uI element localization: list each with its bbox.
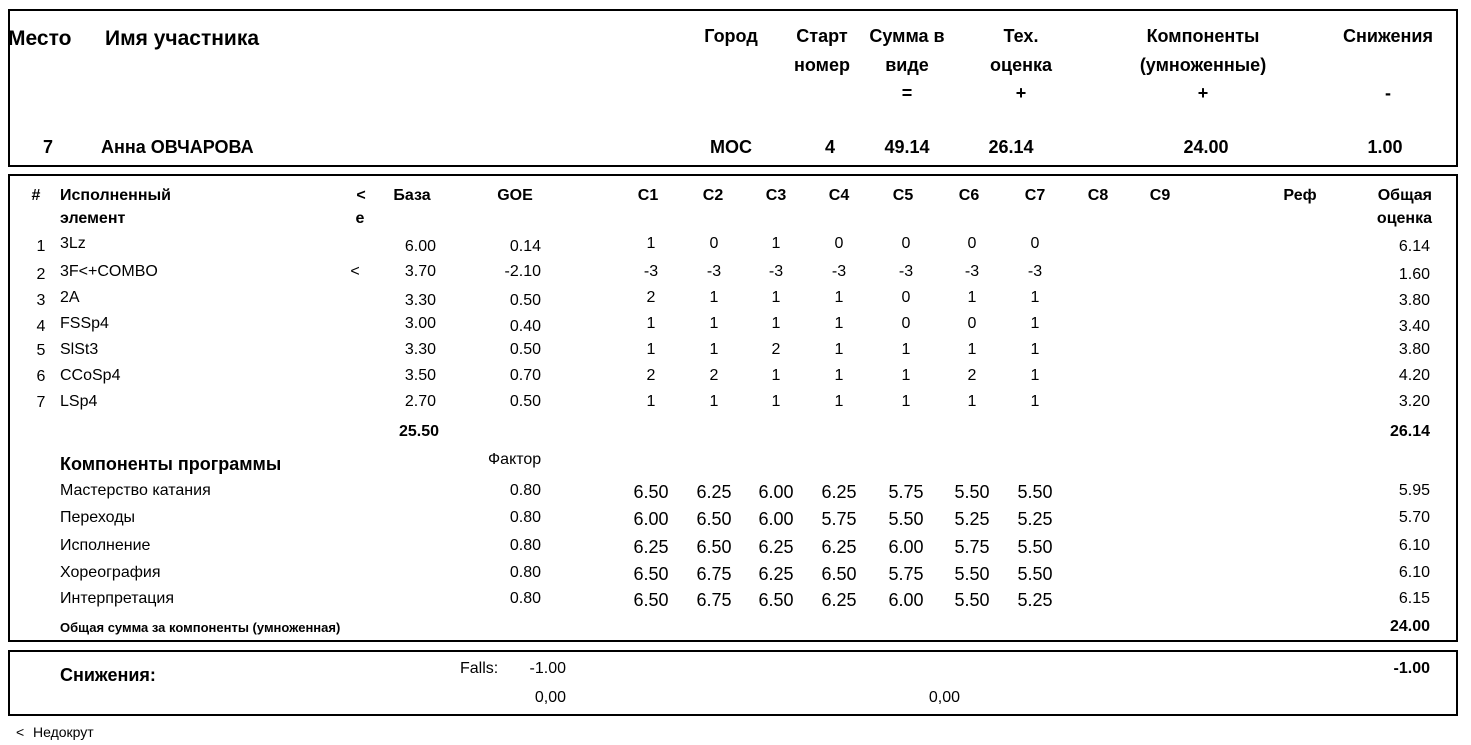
component-judge-c2: 6.75 bbox=[696, 564, 732, 584]
deductions-value: 1.00 bbox=[1367, 137, 1403, 157]
deductions-box bbox=[8, 650, 1458, 716]
row-judge-c3: -3 bbox=[768, 263, 784, 280]
row-judge-c7: 1 bbox=[1030, 315, 1040, 332]
row-judge-c4: 0 bbox=[834, 235, 844, 252]
name-header: Имя участника bbox=[105, 27, 260, 50]
row-judge-c5: -3 bbox=[898, 263, 914, 280]
judge-header-c6: C6 bbox=[958, 187, 980, 204]
row-judge-c6: 1 bbox=[967, 341, 977, 358]
row-base: 3.30 bbox=[404, 292, 436, 309]
tech-header-1: Тех. bbox=[1003, 26, 1039, 46]
row-judge-c7: 0 bbox=[1030, 235, 1040, 252]
city-header: Город bbox=[704, 26, 758, 46]
footnote-text: Недокрут bbox=[33, 724, 94, 740]
component-judge-c5: 5.50 bbox=[888, 509, 924, 529]
sum-value: 49.14 bbox=[884, 137, 930, 157]
row-num: 2 bbox=[36, 266, 46, 283]
row-goe: 0.50 bbox=[509, 393, 541, 410]
tech-sign: + bbox=[1015, 83, 1027, 103]
component-judge-c6: 5.50 bbox=[954, 590, 990, 610]
start-value: 4 bbox=[824, 137, 836, 157]
row-score: 1.60 bbox=[1398, 266, 1430, 283]
row-element: FSSp4 bbox=[60, 315, 109, 332]
components-title: Компоненты программы bbox=[60, 454, 282, 474]
comp-header-2: (умноженные) bbox=[1139, 55, 1267, 75]
component-judge-c6: 5.75 bbox=[954, 537, 990, 557]
component-name: Интерпретация bbox=[60, 590, 175, 607]
deductions-total: -1.00 bbox=[1393, 660, 1430, 677]
header-box bbox=[8, 9, 1458, 167]
footnote-symbol: < bbox=[16, 724, 25, 740]
component-judge-c3: 6.00 bbox=[758, 482, 794, 502]
component-name: Хореография bbox=[60, 564, 161, 581]
component-score: 6.10 bbox=[1398, 537, 1430, 554]
component-judge-c1: 6.50 bbox=[633, 482, 669, 502]
component-judge-c1: 6.50 bbox=[633, 590, 669, 610]
component-row bbox=[10, 591, 1456, 615]
component-row bbox=[10, 483, 1456, 507]
row-judge-c6: 2 bbox=[967, 367, 977, 384]
components-total: 24.00 bbox=[1389, 618, 1430, 635]
element-header-1: Исполненный bbox=[60, 187, 171, 204]
sum-sign: = bbox=[901, 83, 913, 103]
component-judge-c7: 5.25 bbox=[1017, 590, 1053, 610]
component-judge-c5: 5.75 bbox=[888, 564, 924, 584]
row-judge-c1: 2 bbox=[646, 289, 656, 306]
row-element: 3F<+COMBO bbox=[60, 263, 158, 280]
place-value: 7 bbox=[42, 137, 54, 157]
row-judge-c5: 1 bbox=[901, 393, 911, 410]
component-judge-c6: 5.50 bbox=[954, 482, 990, 502]
row-judge-c4: 1 bbox=[834, 315, 844, 332]
components-total-label: Общая сумма за компоненты (умноженная) bbox=[60, 620, 341, 635]
row-score: 6.14 bbox=[1398, 238, 1430, 255]
tech-header-2: оценка bbox=[990, 55, 1052, 75]
row-base: 3.00 bbox=[404, 315, 436, 332]
row-judge-c1: 1 bbox=[646, 315, 656, 332]
component-row bbox=[10, 538, 1456, 562]
component-judge-c5: 5.75 bbox=[888, 482, 924, 502]
row-judge-c6: 1 bbox=[967, 393, 977, 410]
row-score: 4.20 bbox=[1398, 367, 1430, 384]
row-judge-c2: 1 bbox=[709, 289, 719, 306]
goe-header: GOE bbox=[497, 187, 533, 204]
component-factor: 0.80 bbox=[509, 509, 541, 526]
row-element: 2A bbox=[60, 289, 80, 306]
ref-header: Реф bbox=[1283, 187, 1317, 204]
component-factor: 0.80 bbox=[509, 537, 541, 554]
table-row bbox=[10, 316, 1456, 340]
judge-header-c1: C1 bbox=[637, 187, 659, 204]
falls-label: Falls: bbox=[460, 660, 499, 677]
row-judge-c5: 0 bbox=[901, 235, 911, 252]
row-judge-c7: 1 bbox=[1030, 367, 1040, 384]
city-value: MOC bbox=[710, 137, 752, 157]
row-base: 2.70 bbox=[404, 393, 436, 410]
scores-box bbox=[8, 174, 1458, 642]
row-judge-c4: 1 bbox=[834, 367, 844, 384]
component-judge-c2: 6.75 bbox=[696, 590, 732, 610]
row-goe: -2.10 bbox=[504, 263, 541, 280]
row-num: 5 bbox=[36, 342, 46, 359]
row-goe: 0.50 bbox=[509, 292, 541, 309]
row-info: < bbox=[350, 263, 360, 280]
row-judge-c4: 1 bbox=[834, 393, 844, 410]
row-judge-c5: 1 bbox=[901, 341, 911, 358]
start-header-1: Старт bbox=[796, 26, 848, 46]
score-header-2: оценка bbox=[1376, 210, 1432, 227]
row-num: 4 bbox=[36, 318, 46, 335]
row-judge-c4: 1 bbox=[834, 289, 844, 306]
component-factor: 0.80 bbox=[509, 590, 541, 607]
sum-header-2: виде bbox=[885, 55, 929, 75]
deductions-label: Снижения: bbox=[60, 665, 156, 685]
component-row bbox=[10, 565, 1456, 589]
skater-name: Анна ОВЧАРОВА bbox=[101, 137, 254, 157]
table-row bbox=[10, 394, 1456, 418]
deduction-zero-2: 0,00 bbox=[928, 689, 960, 706]
judge-header-c5: C5 bbox=[892, 187, 914, 204]
row-element: SlSt3 bbox=[60, 341, 99, 358]
factor-header: Фактор bbox=[488, 451, 542, 468]
component-judge-c3: 6.50 bbox=[758, 590, 794, 610]
row-judge-c1: 1 bbox=[646, 393, 656, 410]
component-judge-c6: 5.25 bbox=[954, 509, 990, 529]
row-judge-c1: -3 bbox=[643, 263, 659, 280]
table-row bbox=[10, 290, 1456, 314]
component-judge-c4: 6.25 bbox=[821, 590, 857, 610]
row-num: 7 bbox=[36, 394, 46, 411]
row-goe: 0.14 bbox=[509, 238, 541, 255]
row-judge-c6: 0 bbox=[967, 315, 977, 332]
row-judge-c2: 0 bbox=[709, 235, 719, 252]
component-judge-c4: 5.75 bbox=[821, 509, 857, 529]
row-judge-c5: 1 bbox=[901, 367, 911, 384]
deduction-zero-1: 0,00 bbox=[534, 689, 566, 706]
row-goe: 0.70 bbox=[509, 367, 541, 384]
row-judge-c7: -3 bbox=[1027, 263, 1043, 280]
table-row bbox=[10, 342, 1456, 366]
row-base: 6.00 bbox=[404, 238, 436, 255]
component-judge-c4: 6.25 bbox=[821, 537, 857, 557]
component-score: 6.10 bbox=[1398, 564, 1430, 581]
info-header-1: < bbox=[356, 187, 366, 204]
judge-header-c7: C7 bbox=[1024, 187, 1046, 204]
score-header-1: Общая bbox=[1377, 187, 1432, 204]
row-num: 6 bbox=[36, 368, 46, 385]
place-header: Место bbox=[8, 27, 72, 50]
component-score: 5.95 bbox=[1398, 482, 1430, 499]
component-judge-c5: 6.00 bbox=[888, 590, 924, 610]
row-judge-c1: 1 bbox=[646, 341, 656, 358]
table-row bbox=[10, 236, 1456, 260]
component-row bbox=[10, 510, 1456, 534]
component-score: 5.70 bbox=[1398, 509, 1430, 526]
row-score: 3.80 bbox=[1398, 341, 1430, 358]
comp-value: 24.00 bbox=[1183, 137, 1229, 157]
row-judge-c2: 1 bbox=[709, 393, 719, 410]
row-score: 3.80 bbox=[1398, 292, 1430, 309]
component-judge-c3: 6.00 bbox=[758, 509, 794, 529]
row-element: 3Lz bbox=[60, 235, 86, 252]
row-goe: 0.40 bbox=[509, 318, 541, 335]
row-score: 3.20 bbox=[1398, 393, 1430, 410]
row-goe: 0.50 bbox=[509, 341, 541, 358]
start-header-2: номер bbox=[794, 55, 850, 75]
row-judge-c6: 0 bbox=[967, 235, 977, 252]
component-score: 6.15 bbox=[1398, 590, 1430, 607]
row-base: 3.30 bbox=[404, 341, 436, 358]
component-judge-c1: 6.50 bbox=[633, 564, 669, 584]
deductions-sign: - bbox=[1385, 83, 1391, 103]
judge-header-c4: C4 bbox=[828, 187, 850, 204]
tech-score-total: 26.14 bbox=[1389, 423, 1430, 440]
judge-header-c3: C3 bbox=[765, 187, 787, 204]
component-judge-c2: 6.25 bbox=[696, 482, 732, 502]
row-judge-c1: 2 bbox=[646, 367, 656, 384]
comp-sign: + bbox=[1197, 83, 1209, 103]
row-judge-c6: -3 bbox=[964, 263, 980, 280]
component-judge-c3: 6.25 bbox=[758, 537, 794, 557]
row-base: 3.70 bbox=[404, 263, 436, 280]
component-judge-c7: 5.50 bbox=[1017, 482, 1053, 502]
component-judge-c1: 6.25 bbox=[633, 537, 669, 557]
component-judge-c2: 6.50 bbox=[696, 537, 732, 557]
base-total: 25.50 bbox=[398, 423, 439, 440]
component-factor: 0.80 bbox=[509, 482, 541, 499]
component-judge-c7: 5.25 bbox=[1017, 509, 1053, 529]
component-name: Исполнение bbox=[60, 537, 151, 554]
component-judge-c1: 6.00 bbox=[633, 509, 669, 529]
component-factor: 0.80 bbox=[509, 564, 541, 581]
row-num: 1 bbox=[36, 238, 46, 255]
component-judge-c6: 5.50 bbox=[954, 564, 990, 584]
row-judge-c2: 1 bbox=[709, 341, 719, 358]
row-num: 3 bbox=[36, 292, 46, 309]
tech-value: 26.14 bbox=[988, 137, 1034, 157]
element-header-2: элемент bbox=[60, 210, 126, 227]
row-judge-c7: 1 bbox=[1030, 341, 1040, 358]
row-judge-c6: 1 bbox=[967, 289, 977, 306]
component-judge-c3: 6.25 bbox=[758, 564, 794, 584]
comp-header-1: Компоненты bbox=[1146, 26, 1260, 46]
row-judge-c2: 1 bbox=[709, 315, 719, 332]
num-header: # bbox=[31, 187, 41, 204]
judge-header-c9: C9 bbox=[1149, 187, 1171, 204]
row-score: 3.40 bbox=[1398, 318, 1430, 335]
component-judge-c4: 6.50 bbox=[821, 564, 857, 584]
component-judge-c7: 5.50 bbox=[1017, 537, 1053, 557]
row-judge-c3: 1 bbox=[771, 367, 781, 384]
row-judge-c1: 1 bbox=[646, 235, 656, 252]
row-judge-c5: 0 bbox=[901, 315, 911, 332]
falls-value: -1.00 bbox=[529, 660, 566, 677]
row-judge-c7: 1 bbox=[1030, 289, 1040, 306]
row-judge-c5: 0 bbox=[901, 289, 911, 306]
judge-header-c8: C8 bbox=[1087, 187, 1109, 204]
component-name: Переходы bbox=[60, 509, 136, 526]
row-judge-c7: 1 bbox=[1030, 393, 1040, 410]
component-judge-c2: 6.50 bbox=[696, 509, 732, 529]
component-name: Мастерство катания bbox=[60, 482, 211, 499]
table-row bbox=[10, 368, 1456, 392]
component-judge-c7: 5.50 bbox=[1017, 564, 1053, 584]
row-judge-c3: 1 bbox=[771, 315, 781, 332]
row-element: CCoSp4 bbox=[60, 367, 121, 384]
base-header: База bbox=[393, 187, 431, 204]
row-judge-c2: 2 bbox=[709, 367, 719, 384]
row-element: LSp4 bbox=[60, 393, 98, 410]
row-judge-c3: 1 bbox=[771, 235, 781, 252]
component-judge-c5: 6.00 bbox=[888, 537, 924, 557]
row-judge-c4: -3 bbox=[831, 263, 847, 280]
row-judge-c3: 1 bbox=[771, 289, 781, 306]
deductions-header: Снижения bbox=[1343, 26, 1433, 46]
table-row bbox=[10, 264, 1456, 288]
row-judge-c4: 1 bbox=[834, 341, 844, 358]
row-judge-c3: 2 bbox=[771, 341, 781, 358]
sum-header-1: Сумма в bbox=[869, 26, 945, 46]
row-judge-c3: 1 bbox=[771, 393, 781, 410]
row-base: 3.50 bbox=[404, 367, 436, 384]
component-judge-c4: 6.25 bbox=[821, 482, 857, 502]
judge-header-c2: C2 bbox=[702, 187, 724, 204]
row-judge-c2: -3 bbox=[706, 263, 722, 280]
info-header-2: e bbox=[355, 210, 365, 227]
